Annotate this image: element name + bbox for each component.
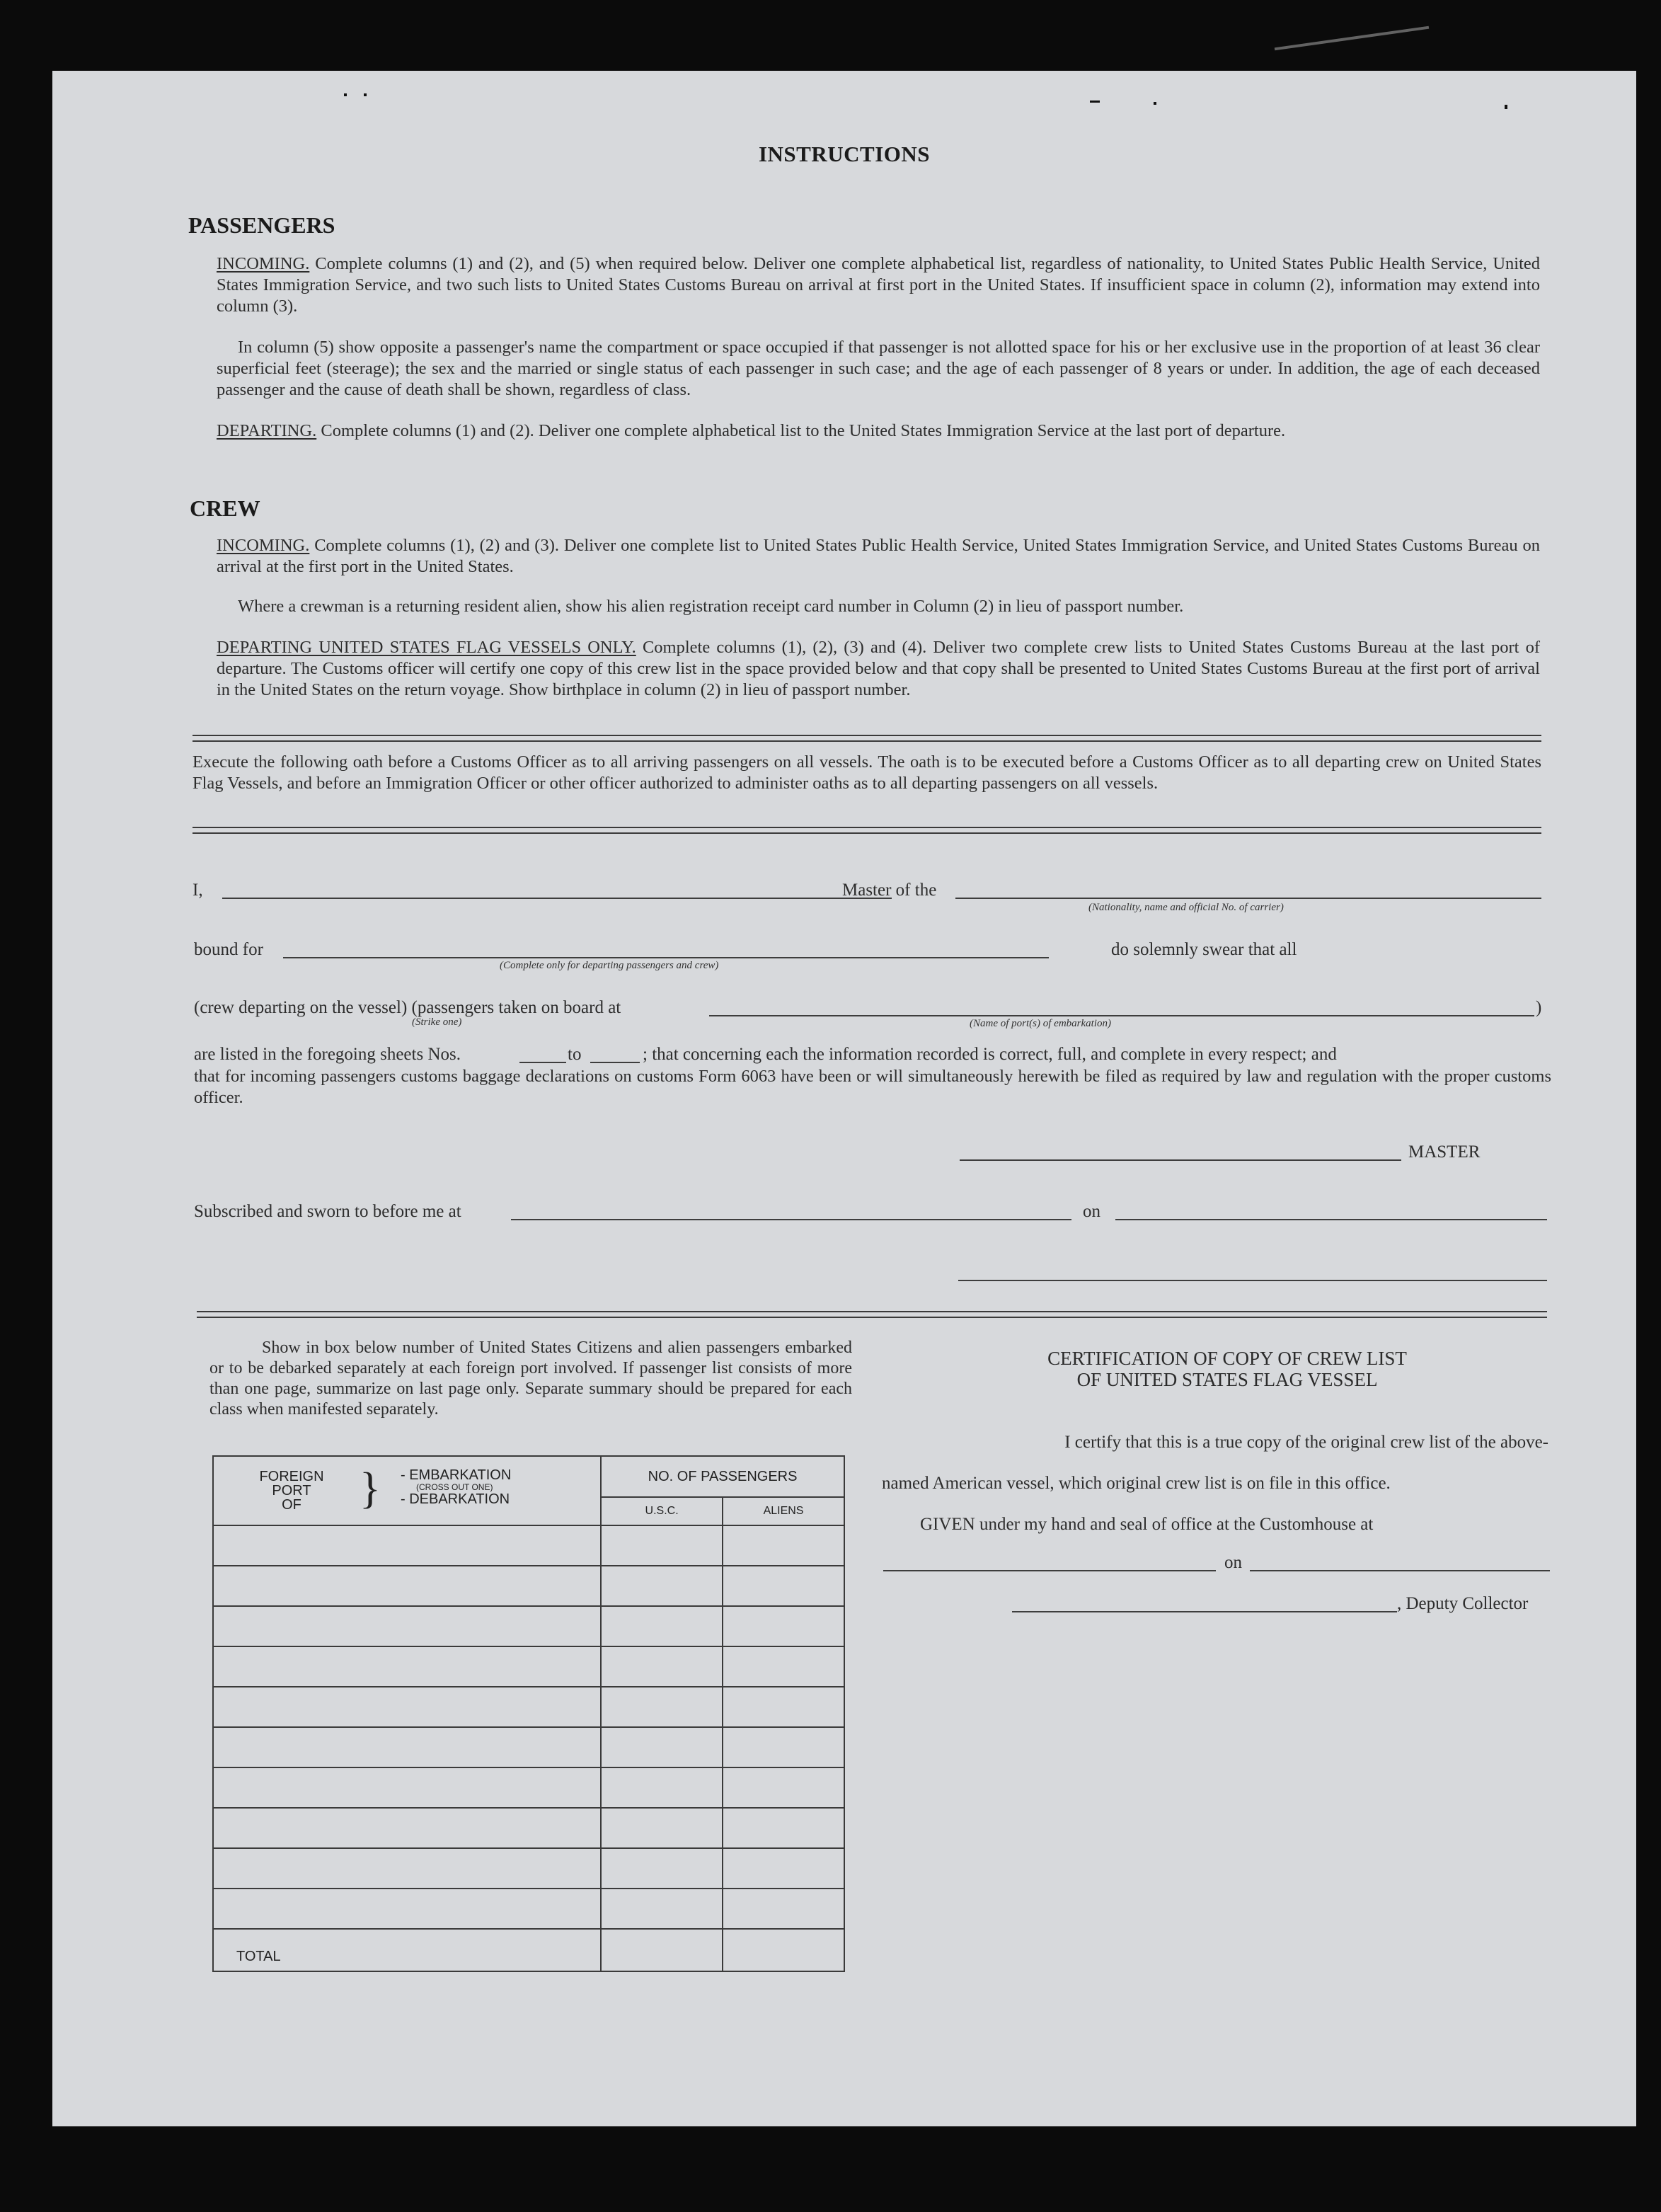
usc-cell[interactable] <box>601 1525 723 1566</box>
usc-cell[interactable] <box>601 1687 723 1727</box>
port-cell[interactable] <box>213 1687 601 1727</box>
aliens-cell[interactable] <box>723 1566 844 1606</box>
debarkation-label: - DEBARKATION <box>401 1491 510 1507</box>
usc-cell[interactable] <box>601 1808 723 1848</box>
bound-for-label: bound for <box>194 940 263 959</box>
certification-title-line-2: OF UNITED STATES FLAG VESSEL <box>1076 1369 1378 1390</box>
listed-continuation: ; that concerning each the information recorded is correct, full, and complete in every respect; and <box>643 1045 1337 1064</box>
of-label: OF <box>282 1497 301 1513</box>
port-cell[interactable] <box>213 1525 601 1566</box>
port-of-embarkation-field[interactable] <box>709 1015 1534 1016</box>
crew-departing-label: DEPARTING UNITED STATES FLAG VESSELS ONLY. <box>217 638 636 657</box>
sheet-from-field[interactable] <box>519 1062 566 1063</box>
passengers-departing-paragraph <box>217 420 1540 442</box>
aliens-cell[interactable] <box>723 1606 844 1646</box>
crew-departing-paragraph <box>217 637 1540 701</box>
bound-for-field[interactable] <box>283 957 1049 958</box>
double-rule <box>192 735 1541 742</box>
summary-instruction: Show in box below number of United States Citizens and alien passengers embarked or to be debarked separately at each foreign port involved. If passenger list consists of more than one page, summarize on last page only. Separate summary should be prepared for each class when manifested separately. <box>209 1339 852 1419</box>
aliens-cell[interactable] <box>723 1767 844 1808</box>
usc-total-cell[interactable] <box>601 1929 723 1971</box>
bound-for-caption: (Complete only for departing passengers and crew) <box>500 960 719 971</box>
master-signature-field[interactable] <box>960 1159 1401 1161</box>
aliens-header: ALIENS <box>723 1497 844 1525</box>
deputy-collector-label: , Deputy Collector <box>1397 1594 1529 1613</box>
master-of-the-label: Master of the <box>842 881 937 900</box>
double-rule <box>197 1311 1547 1318</box>
total-label: TOTAL <box>213 1929 601 1971</box>
nationality-caption: (Nationality, name and official No. of carrier) <box>1088 902 1284 913</box>
listed-label: are listed in the foregoing sheets Nos. <box>194 1045 461 1064</box>
aliens-cell[interactable] <box>723 1687 844 1727</box>
passenger-summary-table <box>212 1455 845 1972</box>
double-rule <box>192 827 1541 834</box>
officer-signature-field[interactable] <box>958 1280 1547 1281</box>
table-row <box>213 1646 844 1687</box>
aliens-cell[interactable] <box>723 1808 844 1848</box>
port-cell[interactable] <box>213 1767 601 1808</box>
crew-heading: CREW <box>190 495 260 521</box>
passengers-departing-label: DEPARTING. <box>217 421 317 440</box>
foreign-port-header <box>213 1456 601 1525</box>
aliens-cell[interactable] <box>723 1848 844 1889</box>
certification-text-1: I certify that this is a true copy of the original crew list of the above- <box>1064 1433 1548 1452</box>
listed-paragraph: that for incoming passengers customs baggage declarations on customs Form 6063 have been or will simultaneously herewith be filed as required by law and regulation with the proper customs officer. <box>194 1067 1551 1107</box>
usc-cell[interactable] <box>601 1646 723 1687</box>
subscribed-label: Subscribed and sworn to before me at <box>194 1202 461 1221</box>
certification-title-line-1: CERTIFICATION OF COPY OF CREW LIST <box>1047 1348 1407 1369</box>
usc-cell[interactable] <box>601 1566 723 1606</box>
port-cell[interactable] <box>213 1566 601 1606</box>
port-caption: (Name of port(s) of embarkation) <box>970 1018 1111 1029</box>
scan-speck <box>344 93 347 96</box>
listed-to-label: to <box>568 1045 582 1064</box>
table-row <box>213 1727 844 1767</box>
scan-scratch-mark <box>1275 26 1429 51</box>
aliens-cell[interactable] <box>723 1889 844 1929</box>
certification-text-2: named American vessel, which original crew list is on file in this office. <box>882 1474 1391 1493</box>
crew-incoming-paragraph <box>217 535 1540 578</box>
port-cell[interactable] <box>213 1646 601 1687</box>
port-label: PORT <box>272 1483 311 1498</box>
master-label: MASTER <box>1408 1142 1481 1162</box>
port-cell[interactable] <box>213 1808 601 1848</box>
usc-cell[interactable] <box>601 1889 723 1929</box>
table-row <box>213 1767 844 1808</box>
passengers-heading: PASSENGERS <box>188 212 335 238</box>
sworn-at-field[interactable] <box>511 1219 1071 1220</box>
total-row <box>213 1929 844 1971</box>
crew-departing-text: Complete columns (1), (2), (3) and (4). Deliver two complete crew lists to United States Customs Bureau at the last port of departure. The Customs officer will certify one copy of this crew list in the space provided below and that copy shall be presented to United States Customs Bureau at the first port of arrival in the United States on the return voyage. Show birthplace in column (2) in lieu of passport number. <box>217 638 1540 699</box>
table-row <box>213 1525 844 1566</box>
port-cell[interactable] <box>213 1848 601 1889</box>
usc-cell[interactable] <box>601 1727 723 1767</box>
no-passengers-header: NO. OF PASSENGERS <box>601 1456 844 1497</box>
certification-date-field[interactable] <box>1250 1570 1550 1571</box>
foreign-label: FOREIGN <box>259 1469 324 1484</box>
passengers-column5-paragraph: In column (5) show opposite a passenger's name the compartment or space occupied if that passenger is not allotted space for his or her exclusive use in the proportion of at least 36 clear superficial feet (steerage); the sex and the married or single status of each passenger in such case; and the age of each passenger of 8 years or under. In addition, the age of each deceased passenger and the cause of death shall be shown, regardless of class. <box>217 338 1540 399</box>
swear-label: do solemnly swear that all <box>1111 940 1297 959</box>
usc-cell[interactable] <box>601 1606 723 1646</box>
cross-out-label: (CROSS OUT ONE) <box>416 1482 493 1492</box>
passengers-departing-text: Complete columns (1) and (2). Deliver one complete alphabetical list to the United States Immigration Service at the last port of departure. <box>321 421 1286 440</box>
strike-one-caption: (Strike one) <box>412 1016 462 1028</box>
certification-on-label: on <box>1224 1553 1242 1572</box>
crew-resident-paragraph: Where a crewman is a returning resident alien, show his alien registration receipt card number in Column (2) in lieu of passport number. <box>238 597 1184 616</box>
table-row <box>213 1606 844 1646</box>
crew-passengers-label: (crew departing on the vessel) (passengers taken on board at <box>194 998 621 1017</box>
sworn-on-label: on <box>1083 1202 1100 1221</box>
table-row <box>213 1889 844 1929</box>
port-cell[interactable] <box>213 1889 601 1929</box>
aliens-cell[interactable] <box>723 1727 844 1767</box>
port-cell[interactable] <box>213 1727 601 1767</box>
aliens-cell[interactable] <box>723 1525 844 1566</box>
close-paren: ) <box>1536 998 1542 1017</box>
customhouse-field[interactable] <box>883 1570 1216 1571</box>
usc-header: U.S.C. <box>601 1497 723 1525</box>
passengers-incoming-label: INCOMING. <box>217 254 310 273</box>
certification-text-3: GIVEN under my hand and seal of office at the Customhouse at <box>920 1515 1374 1534</box>
usc-cell[interactable] <box>601 1848 723 1889</box>
deputy-signature-field[interactable] <box>1012 1611 1397 1612</box>
oath-instruction: Execute the following oath before a Customs Officer as to all arriving passengers on all vessels. The oath is to be executed before a Customs Officer as to all departing crew on United States Flag Vessels, and before an Immigration Officer or other officer authorized to administer oaths as to all departing passengers on all vessels. <box>192 752 1541 793</box>
aliens-cell[interactable] <box>723 1646 844 1687</box>
sworn-date-field[interactable] <box>1115 1219 1547 1220</box>
table-row <box>213 1687 844 1727</box>
table-row <box>213 1808 844 1848</box>
sheet-to-field[interactable] <box>590 1062 640 1063</box>
crew-incoming-label: INCOMING. <box>217 536 310 555</box>
form-sheet <box>52 71 1636 2126</box>
passengers-incoming-text: Complete columns (1) and (2), and (5) when required below. Deliver one complete alphabetical list, regardless of nationality, to United States Public Health Service, United States Immigration Service, and two such lists to United States Customs Bureau on arrival at first port in the United States. If insufficient space in column (2), information may extend into column (3). <box>217 254 1541 316</box>
brace-glyph: } <box>360 1465 381 1513</box>
embarkation-label: - EMBARKATION <box>401 1467 512 1483</box>
passengers-incoming-paragraph <box>217 253 1540 317</box>
instructions-title: INSTRUCTIONS <box>758 142 930 166</box>
usc-cell[interactable] <box>601 1767 723 1808</box>
scan-speck <box>1505 105 1507 109</box>
crew-incoming-text: Complete columns (1), (2) and (3). Deliver one complete list to United States Public Health Service, United States Immigration Service, and United States Customs Bureau on arrival at the first port in the United States. <box>217 536 1540 576</box>
carrier-field[interactable] <box>955 898 1541 899</box>
port-cell[interactable] <box>213 1606 601 1646</box>
table-row <box>213 1848 844 1889</box>
aliens-total-cell[interactable] <box>723 1929 844 1971</box>
scan-speck <box>1090 101 1100 103</box>
oath-i-label: I, <box>192 881 203 900</box>
scan-speck <box>1154 102 1156 105</box>
table-row <box>213 1566 844 1606</box>
scan-speck <box>364 93 367 96</box>
certification-title <box>909 1348 1546 1390</box>
master-name-field[interactable] <box>222 898 892 899</box>
